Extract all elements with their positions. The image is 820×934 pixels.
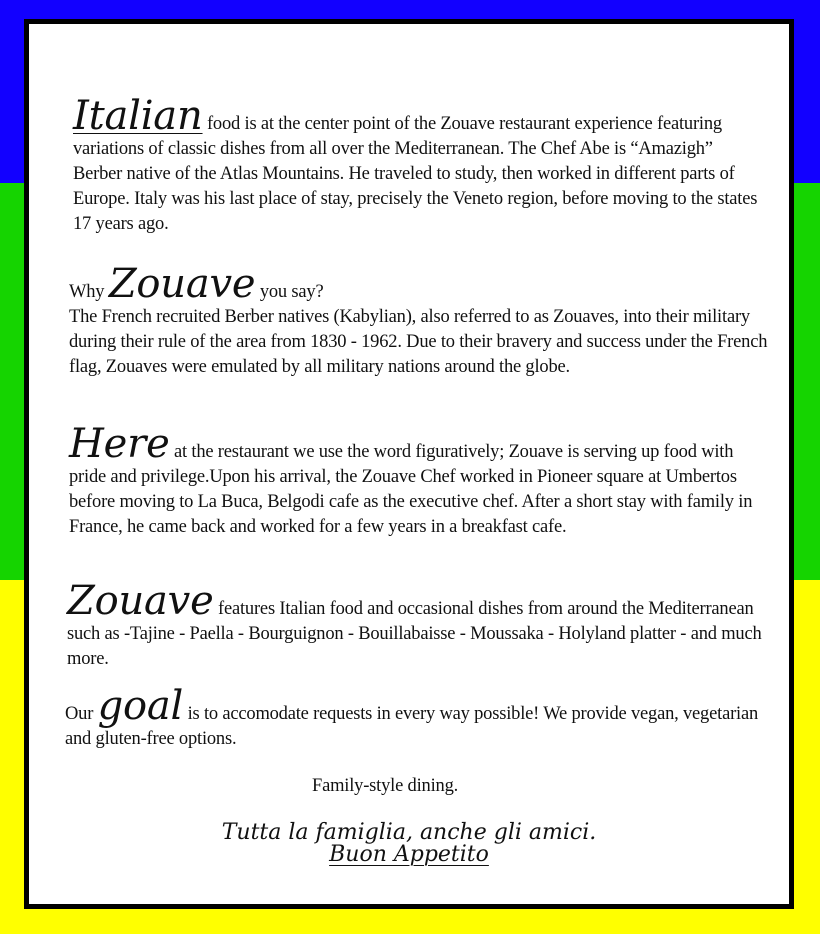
lead-word-italian: Italian — [73, 93, 203, 139]
lead-word-zouave: Zouave — [108, 261, 256, 307]
paragraph-text: at the restaurant we use the word figuratively; Zouave is serving up food with pride and privilege.Upon his arrival, the Zouave Chef worked in Pioneer square at Umbertos before moving to La Buca, Belgodi cafe as the executive chef. After a short stay with family in France, he came back and worked for a few years in a breakfast cafe. — [69, 442, 753, 537]
closing-signature — [29, 842, 789, 868]
paragraph-prefix: Our — [65, 704, 94, 724]
closing-block — [29, 820, 789, 868]
paragraph-why-zouave — [69, 261, 774, 380]
menu-page — [24, 19, 794, 909]
lead-word-goal: goal — [97, 683, 184, 729]
paragraph-suffix: you say? — [259, 282, 324, 302]
lead-word-zouave-features: Zouave — [67, 578, 214, 624]
lead-word-here: Here — [69, 421, 170, 467]
paragraph-text: The French recruited Berber natives (Kabylian), also referred to as Zouaves, into their military during their rule of the area from 1830 - 1962. Due to their bravery and success under the French flag, Zouaves were emulated by all military nations around the globe. — [69, 307, 768, 377]
paragraph-here — [69, 421, 774, 540]
paragraph-zouave-features — [67, 578, 777, 672]
paragraph-goal — [65, 683, 765, 752]
closing-line: Tutta la famiglia, anche gli amici. — [221, 820, 597, 845]
paragraph-text: food is at the center point of the Zouave restaurant experience featuring variations of classic dishes from all over the Mediterranean. The Chef Abe is “Amazigh” Berber native of the Atlas Mountains. He traveled to study, then worked in different parts of Europe. Italy was his last place of stay, precisely the Veneto region, before moving to the states 17 years ago. — [73, 114, 758, 234]
paragraph-prefix: Why — [69, 282, 105, 302]
family-style-line: Family-style dining. — [312, 776, 459, 796]
paragraph-italian — [73, 93, 763, 237]
paragraph-text: is to accomodate requests in every way possible! We provide vegan, vegetarian and gluten-free options. — [65, 704, 759, 749]
closing-signature-text: Buon Appetito — [329, 842, 489, 867]
paragraph-text: features Italian food and occasional dishes from around the Mediterranean such as -Tajine - Paella - Bourguignon - Bouillabaisse - Moussaka - Holyland platter - and much more. — [67, 599, 762, 669]
